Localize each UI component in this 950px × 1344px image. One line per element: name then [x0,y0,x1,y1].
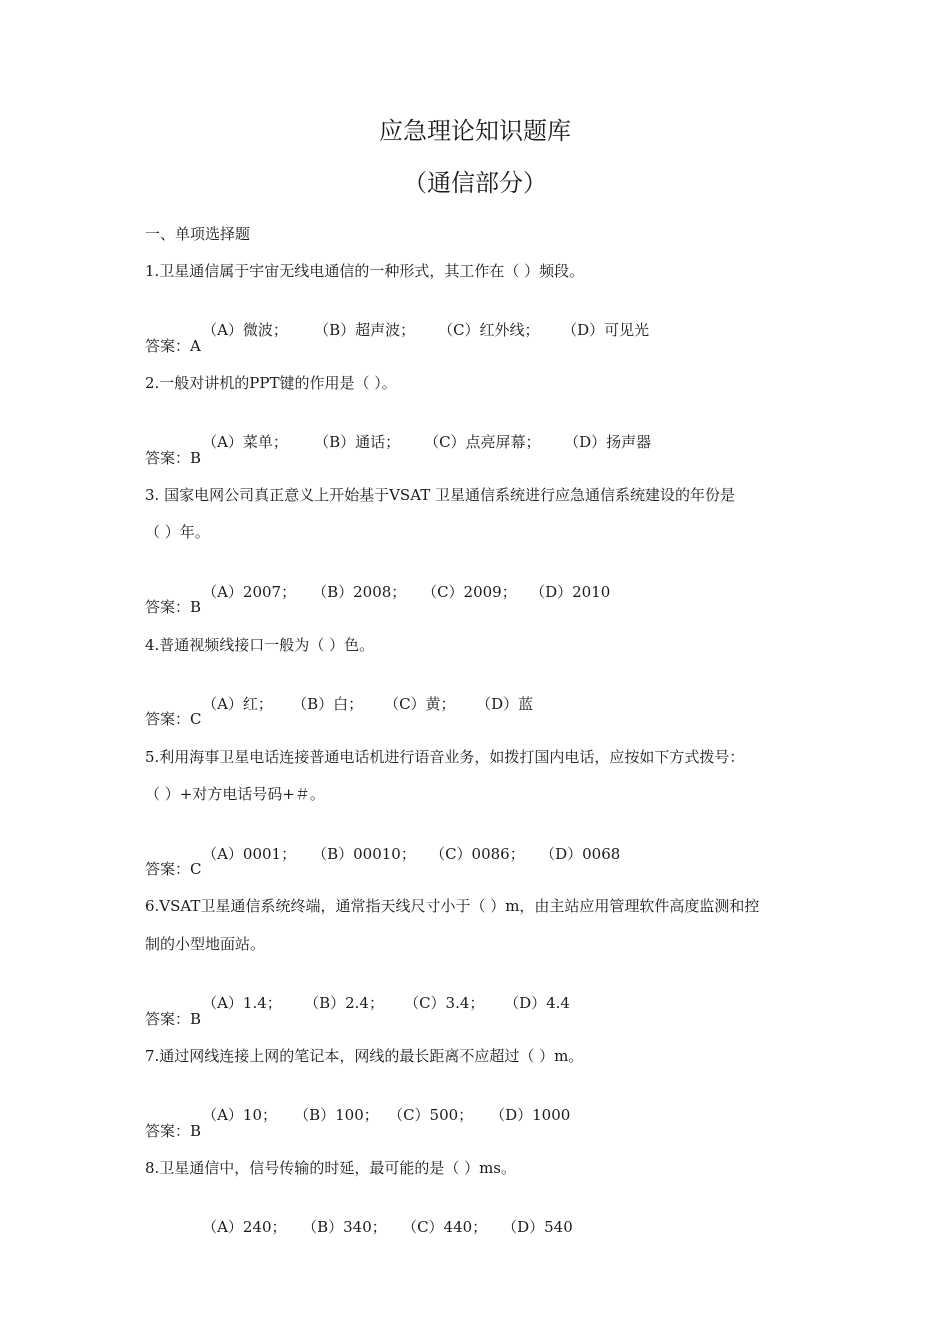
question-2-text: 2.一般对讲机的PPT键的作用是（ ）。 [145,374,397,392]
question-1-text: 1.卫星通信属于宇宙无线电通信的一种形式，其工作在（ ）频段。 [145,262,585,280]
question-7-answer: 答案：B [145,1122,202,1140]
question-3-text-line2: （ ）年。 [145,523,210,541]
question-6-answer: 答案：B [145,1010,202,1028]
option-a: （A）菜单； [202,433,288,451]
question-7-options [183,1082,570,1148]
option-c: （C）0086； [430,845,525,863]
option-b: （B）00010； [312,845,416,863]
option-a: （A）2007； [202,583,297,601]
option-c: （C）红外线； [438,321,540,339]
question-2-answer: 答案：B [145,449,202,467]
option-d: （D）540 [502,1218,573,1236]
question-8-text: 8.卫星通信中，信号传输的时延，最可能的是（ ）ms。 [145,1159,517,1177]
option-b: （B）2008； [312,583,407,601]
option-a: （A）1.4； [202,994,282,1012]
option-c: （C）点亮屏幕； [424,433,541,451]
option-d: （D）1000 [490,1106,571,1124]
question-5-options [183,821,620,887]
question-1-answer: 答案：A [145,337,201,355]
question-5-answer: 答案：C [145,860,202,878]
option-d: （D）蓝 [476,695,534,713]
question-8-options [183,1194,573,1260]
document-subtitle: （通信部分） [403,169,547,197]
option-a: （A）240； [202,1218,287,1236]
option-b: （B）100； [294,1106,379,1124]
option-d: （D）4.4 [504,994,570,1012]
question-6-text-line1: 6.VSAT卫星通信系统终端，通常指天线尺寸小于（ ）m，由主站应用管理软件高度监测和控 [145,897,760,915]
option-c: （C）黄； [384,695,456,713]
option-d: （D）0068 [540,845,621,863]
question-4-options [183,671,533,737]
question-7-text: 7.通过网线连接上网的笔记本，网线的最长距离不应超过（ ）m。 [145,1047,584,1065]
option-c: （C）440； [402,1218,488,1236]
question-4-text: 4.普通视频线接口一般为（ ）色。 [145,636,375,654]
option-b: （B）2.4； [304,994,384,1012]
option-a: （A）微波； [202,321,288,339]
option-b: （B）白； [292,695,364,713]
option-d: （D）2010 [530,583,611,601]
option-b: （B）通话； [314,433,401,451]
option-d: （D）可见光 [562,321,650,339]
section-heading: 一、单项选择题 [145,225,251,243]
question-2-options [183,409,651,475]
option-c: （C）500； [388,1106,474,1124]
option-c: （C）2009； [422,583,517,601]
option-c: （C）3.4； [404,994,485,1012]
question-4-answer: 答案：C [145,710,202,728]
question-3-answer: 答案：B [145,598,202,616]
question-3-options [183,559,610,625]
question-5-text-line2: （ ）+对方电话号码+＃。 [145,785,325,803]
option-a: （A）红； [202,695,273,713]
question-1-options [183,297,649,363]
document-title: 应急理论知识题库 [379,117,571,145]
question-6-options [183,970,570,1036]
question-3-text-line1: 3. 国家电网公司真正意义上开始基于VSAT 卫星通信系统进行应急通信系统建设的年份是 [145,486,735,504]
option-b: （B）340； [302,1218,387,1236]
option-b: （B）超声波； [314,321,416,339]
question-5-text-line1: 5.利用海事卫星电话连接普通电话机进行语音业务，如拨打国内电话，应按如下方式拨号： [145,748,745,766]
option-a: （A）0001； [202,845,297,863]
option-a: （A）10； [202,1106,277,1124]
question-6-text-line2: 制的小型地面站。 [145,935,266,953]
option-d: （D）扬声器 [564,433,652,451]
